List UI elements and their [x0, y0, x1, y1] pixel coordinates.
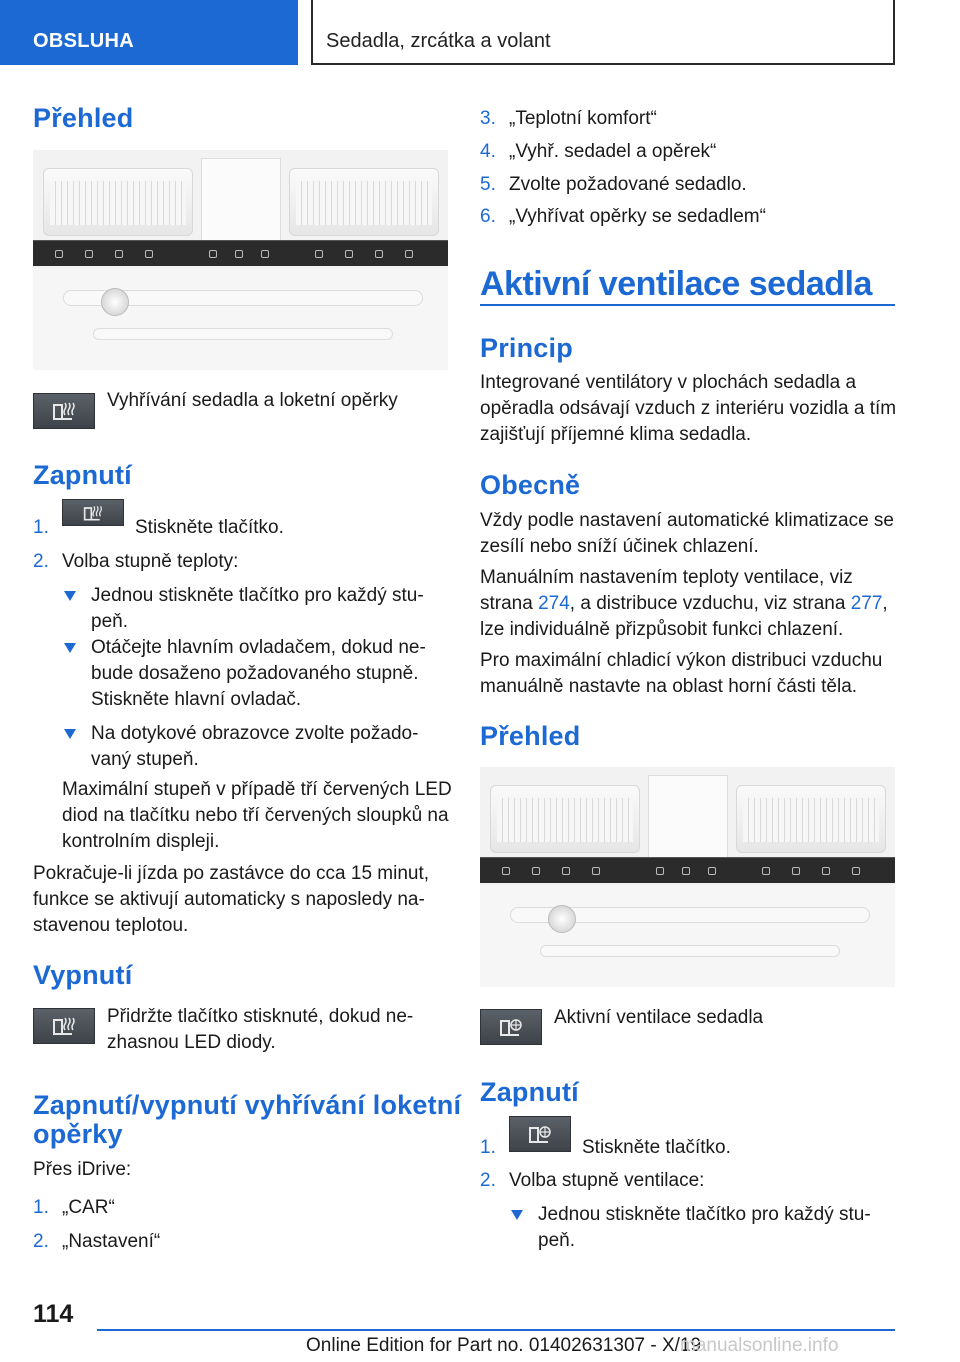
climate-panel-photo	[33, 150, 448, 370]
bullet-line: Stiskněte hlavní ovladač.	[91, 689, 302, 710]
step-text: Volba stupně ventilace:	[509, 1170, 705, 1191]
vypnuti-line: zhasnou LED diody.	[107, 1032, 276, 1053]
bullet-line: Na dotykové obrazovce zvolte požado-	[91, 723, 419, 744]
obecne-line: zesílí nebo sníží účinek chlazení.	[480, 536, 759, 557]
bullet-line: Jednou stiskněte tlačítko pro každý stu-	[91, 585, 424, 606]
bullet-line: vaný stupeň.	[91, 749, 199, 770]
bullet-line: peň.	[538, 1230, 575, 1251]
obecne-line: manuálně nastavte na oblast horní části těla.	[480, 676, 858, 697]
bullet-line: Jednou stiskněte tlačítko pro každý stu-	[538, 1204, 871, 1225]
step-number: 5.	[480, 174, 496, 195]
heading-zapnuti: Zapnutí	[480, 1077, 579, 1107]
chapter-label: Sedadla, zrcátka a volant	[326, 30, 551, 52]
step-number: 2.	[33, 551, 49, 572]
text-fragment: strana	[480, 593, 539, 614]
section-tab[interactable]	[0, 0, 298, 65]
bullet-line: peň.	[91, 611, 128, 632]
page-link-274[interactable]: 274	[538, 593, 570, 614]
heading-obecne: Obecně	[480, 470, 581, 500]
bullet-triangle-icon	[511, 1210, 523, 1220]
footer-rule	[97, 1329, 895, 1331]
text-fragment: , a distribuce vzduchu, viz strana	[569, 593, 851, 614]
heading-rule	[480, 304, 895, 306]
max-note-line: Maximální stupeň v případě tří červených LED	[62, 779, 452, 800]
seat-ventilation-icon	[480, 1009, 542, 1045]
edition-note: Online Edition for Part no. 01402631307 - X/19	[306, 1335, 702, 1356]
heading-vypnuti: Vypnutí	[33, 960, 133, 990]
heading-prehled: Přehled	[33, 103, 134, 133]
seat-heating-icon	[33, 393, 95, 429]
bullet-line: Otáčejte hlavním ovladačem, dokud ne-	[91, 637, 426, 658]
climate-panel-photo	[480, 767, 895, 987]
text-fragment: ,	[882, 593, 888, 614]
step-number: 6.	[480, 206, 496, 227]
step-number: 3.	[480, 108, 496, 129]
step-number: 2.	[33, 1231, 49, 1252]
step-text: Stiskněte tlačítko.	[135, 517, 284, 538]
step-number: 1.	[33, 517, 49, 538]
photo-caption-ventilation: Aktivní ventilace sedadla	[554, 1007, 764, 1028]
step-number: 1.	[480, 1137, 496, 1158]
princip-line: opěradla odsávají vzduch z interiéru vozidla a tím	[480, 398, 897, 419]
obecne-line-with-links	[480, 591, 888, 617]
obecne-line: Vždy podle nastavení automatické klimatizace se	[480, 510, 894, 531]
bullet-line: bude dosaženo požadovaného stupně.	[91, 663, 419, 684]
princip-line: Integrované ventilátory v plochách sedadla a	[480, 372, 857, 393]
continue-note-line: stavenou teplotou.	[33, 915, 189, 936]
obecne-line: Manuálním nastavením teploty ventilace, viz	[480, 567, 853, 588]
heading-princip: Princip	[480, 333, 573, 363]
step-text: Stiskněte tlačítko.	[582, 1137, 731, 1158]
bullet-triangle-icon	[64, 729, 76, 739]
heading-prehled: Přehled	[480, 721, 581, 751]
obecne-line: lze individuálně přizpůsobit funkci chlazení.	[480, 619, 844, 640]
seat-ventilation-icon	[509, 1116, 571, 1152]
section-label: OBSLUHA	[33, 30, 134, 52]
continue-note-line: funkce se aktivují automaticky s naposledy na-	[33, 889, 425, 910]
step-text: „Teplotní komfort“	[509, 108, 657, 129]
princip-line: zajišťují příjemné klima sedadla.	[480, 424, 752, 445]
chapter-tab[interactable]	[311, 0, 895, 65]
seat-heating-icon	[62, 499, 124, 526]
bullet-triangle-icon	[64, 643, 76, 653]
max-note-line: diod na tlačítku nebo tří červených sloupků na	[62, 805, 449, 826]
obecne-line: Pro maximální chladicí výkon distribuci vzduchu	[480, 650, 883, 671]
vypnuti-line: Přidržte tlačítko stisknuté, dokud ne-	[107, 1006, 414, 1027]
step-text: Zvolte požadované sedadlo.	[509, 174, 747, 195]
step-number: 2.	[480, 1170, 496, 1191]
step-text: „Nastavení“	[62, 1231, 161, 1252]
step-number: 4.	[480, 141, 496, 162]
photo-caption-heating: Vyhřívání sedadla a loketní opěrky	[107, 390, 398, 411]
heading-active-ventilation: Aktivní ventilace sedadla	[480, 265, 872, 303]
step-text: „CAR“	[62, 1197, 115, 1218]
step-number: 1.	[33, 1197, 49, 1218]
seat-heating-icon	[33, 1008, 95, 1044]
bullet-triangle-icon	[64, 591, 76, 601]
step-text: Volba stupně teploty:	[62, 551, 239, 572]
heading-zapnuti: Zapnutí	[33, 460, 132, 490]
watermark: manualsonline.info	[680, 1335, 839, 1356]
heading-armrest: opěrky	[33, 1119, 123, 1149]
max-note-line: kontrolním displeji.	[62, 831, 220, 852]
heading-armrest: Zapnutí/vypnutí vyhřívání loketní	[33, 1090, 462, 1120]
step-text: „Vyhř. sedadel a opěrek“	[509, 141, 717, 162]
page-link-277[interactable]: 277	[850, 593, 883, 614]
step-text: „Vyhřívat opěrky se sedadlem“	[509, 206, 766, 227]
idrive-label: Přes iDrive:	[33, 1159, 132, 1180]
page-number: 114	[33, 1300, 74, 1328]
continue-note-line: Pokračuje-li jízda po zastávce do cca 15 minut,	[33, 863, 430, 884]
